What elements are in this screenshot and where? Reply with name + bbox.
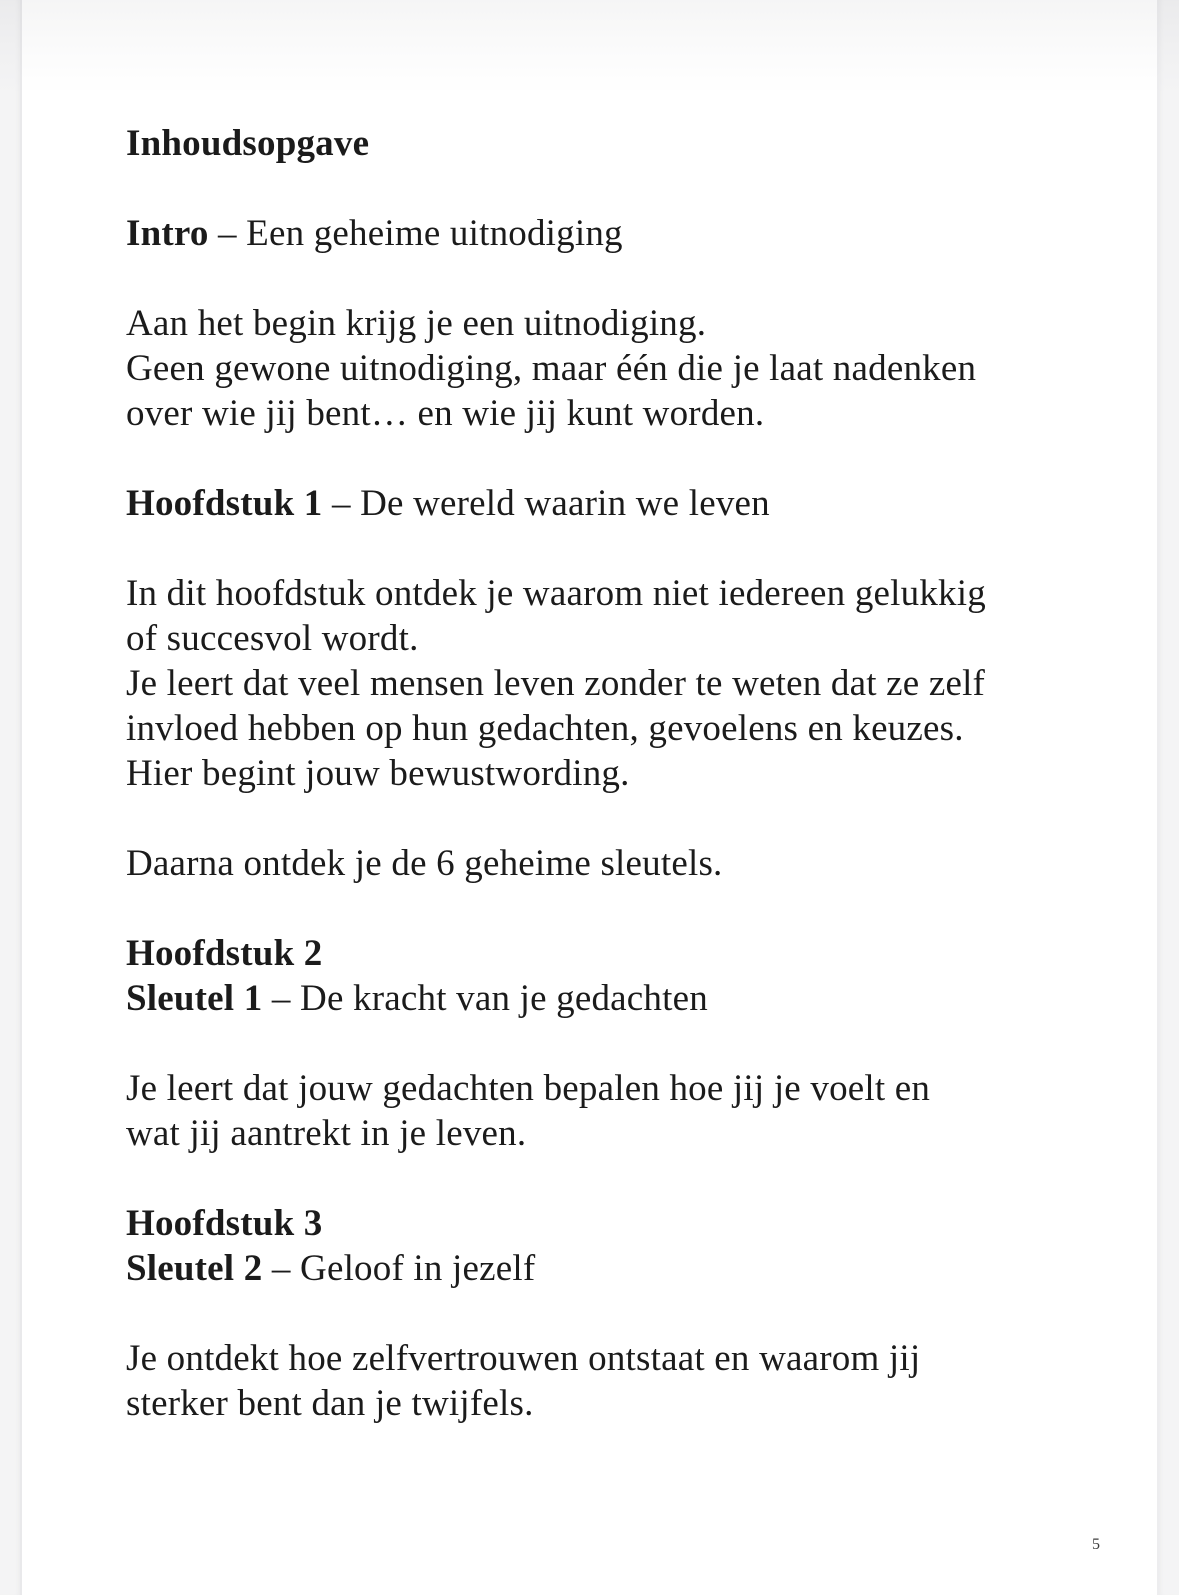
keys-intro-line: Daarna ontdek je de 6 geheime sleutels. [126, 843, 723, 884]
chapter2-paragraph-line: Je leert dat jouw gedachten bepalen hoe jij je voelt en [126, 1068, 931, 1109]
chapter2-key-subtitle: – De kracht van je gedachten [262, 978, 708, 1019]
chapter1-paragraph-line: In dit hoofdstuk ontdek je waarom niet iedereen gelukkig [126, 573, 986, 614]
blank-line [126, 1021, 986, 1066]
chapter3-heading: Hoofdstuk 3 [126, 1203, 323, 1244]
blank-line [126, 1156, 986, 1201]
chapter1-paragraph-line: invloed hebben op hun gedachten, gevoelens en keuzes. [126, 708, 964, 749]
chapter2-key-heading [126, 976, 986, 1021]
chapter3-key-subtitle: – Geloof in jezelf [262, 1248, 536, 1289]
blank-line [126, 886, 986, 931]
intro-heading-label: Intro [126, 213, 209, 254]
chapter3-paragraph-line: Je ontdekt hoe zelfvertrouwen ontstaat en waarom jij [126, 1338, 921, 1379]
page-left-margin [0, 0, 22, 1595]
intro-paragraph-line: over wie jij bent… en wie jij kunt worden. [126, 393, 765, 434]
toc-title: Inhoudsopgave [126, 123, 370, 164]
chapter1-paragraph-line: Hier begint jouw bewustwording. [126, 753, 630, 794]
blank-line [126, 436, 986, 481]
chapter1-heading-label: Hoofdstuk 1 [126, 483, 323, 524]
intro-heading-subtitle: – Een geheime uitnodiging [208, 213, 623, 254]
chapter2-key-label: Sleutel 1 [126, 978, 263, 1019]
blank-line [126, 526, 986, 571]
chapter3-key-label: Sleutel 2 [126, 1248, 263, 1289]
chapter3-key-heading [126, 1246, 986, 1291]
chapter1-heading-subtitle: – De wereld waarin we leven [322, 483, 770, 524]
blank-line [126, 166, 986, 211]
chapter1-paragraph-line: Je leert dat veel mensen leven zonder te weten dat ze zelf [126, 663, 986, 704]
intro-paragraph-line: Geen gewone uitnodiging, maar één die je laat nadenken [126, 348, 977, 389]
document-page [22, 0, 1157, 1595]
intro-paragraph-line: Aan het begin krijg je een uitnodiging. [126, 303, 707, 344]
intro-heading [126, 211, 986, 256]
chapter2-paragraph-line: wat jij aantrekt in je leven. [126, 1113, 527, 1154]
page-number: 5 [1092, 1536, 1100, 1553]
chapter2-heading: Hoofdstuk 2 [126, 933, 323, 974]
chapter1-heading [126, 481, 986, 526]
blank-line [126, 796, 986, 841]
blank-line [126, 1291, 986, 1336]
chapter3-paragraph-line: sterker bent dan je twijfels. [126, 1383, 534, 1424]
chapter1-paragraph-line: of succesvol wordt. [126, 618, 419, 659]
table-of-contents [126, 121, 986, 1426]
blank-line [126, 256, 986, 301]
page-right-margin [1157, 0, 1179, 1595]
